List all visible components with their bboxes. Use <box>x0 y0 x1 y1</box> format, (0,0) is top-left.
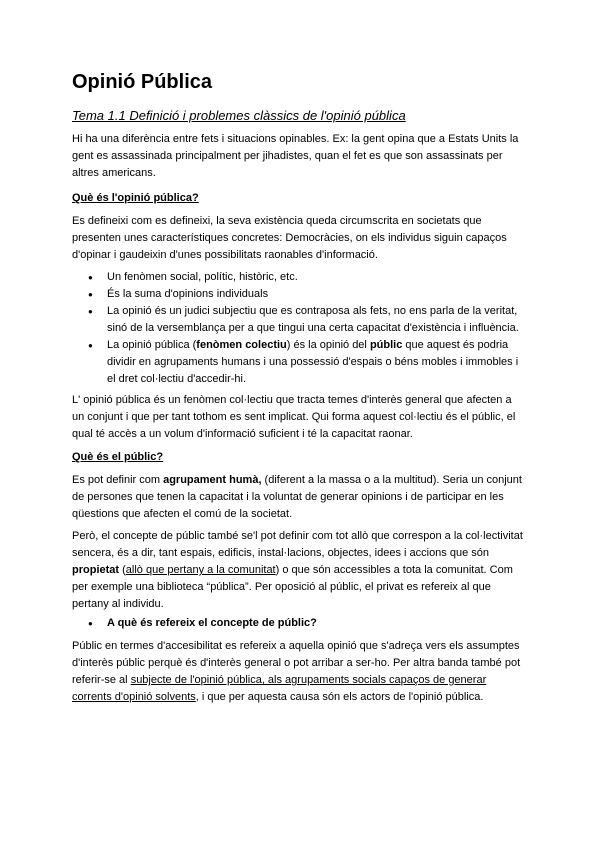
page-title: Opinió Pública <box>72 71 213 93</box>
section-heading-opinio: Què és l'opinió pública? <box>72 192 199 204</box>
bullet-item: ● La opinió és un judici subjectiu que es contraposa als fets, no ens parla de la veritat, sinó de la versemblança per a que tingui una certa capacitat d'existència i influència. <box>72 303 528 337</box>
section-heading-public: Què és el públic? <box>72 451 164 463</box>
section2-paragraph-3: Públic en termes d'accesibilitat es refereix a aquella opinió que s'adreça vers els assumptes d'interès públic perquè és d'interès general o pot arribar a ser-ho. Per altra banda també pot referir-se al subjecte de l'opinió pública, als agrupaments socials capaços de generar corrents d'opinió solvents, i que per aquesta causa són els actors de l'opinió pública. <box>72 640 521 703</box>
section1-closing-paragraph <box>72 392 528 443</box>
section2-paragraph-2: Però, el concepte de públic també se'l pot definir com tot allò que correspon a la col·lectivitat sencera, és a dir, tant espais, edificis, instal·lacions, objectes, idees i accions que són propietat (allò que pertany a la comunitat) o que són accessibles a tota la comunitat. Com per exemple una biblioteca “pública”. Per oposició al públic, el privat es refereix al que pertany al individu. <box>72 530 523 610</box>
intro-paragraph <box>72 131 528 182</box>
topic-subtitle: Tema 1.1 Definició i problemes clàssics de l'opinió pública <box>72 108 406 123</box>
bullet-item: ● És la suma d'opinions individuals <box>72 286 528 303</box>
section1-paragraph <box>72 213 528 264</box>
paragraph-line: un conjunt i que per tant tothom es sent implicat. Qui forma aquest col·lectiu és el públic, el <box>72 411 516 423</box>
question-bullet-list <box>72 615 528 632</box>
paragraph-line: d'opinar i gaudeixin d'unes possibilitats raonables d'informació. <box>72 249 378 261</box>
paragraph-line: presenten unes característiques concretes: Democràcies, on els individus siguin capaços <box>72 232 507 244</box>
intro-line: altres americans. <box>72 167 156 179</box>
bullet-item: ● La opinió pública (fenòmen colectiu) és la opinió del públic que aquest és podria dividir en agrupaments humans i una possessió d'espais o béns mobles i immobles i el dret col·lectiu d'accedir-hi. <box>72 337 528 388</box>
intro-line: Hi ha una diferència entre fets i situacions opinables. Ex: la gent opina que a Estats Units la <box>72 133 519 145</box>
definition-bullet-list <box>72 269 528 388</box>
section2-paragraph-1: Es pot definir com agrupament humà, (diferent a la massa o a la multitud). Seria un conjunt de persones que tenen la capacitat i la voluntat de generar opinions i de participar en les qüestions que afecten el comú de la societat. <box>72 474 522 520</box>
paragraph-line: Es defineixi com es defineixi, la seva existència queda circumscrita en societats que <box>72 215 482 227</box>
intro-line: gent es assassinada principalment per jihadistes, quan el fet es que son assassinats per <box>72 150 503 162</box>
paragraph-line: L' opinió pública és un fenòmen col·lectiu que tracta temes d'interès general que afecten a <box>72 394 512 406</box>
paragraph-line: qual té accès a un volum d'informació suficient i té la capacitat raonar. <box>72 428 413 440</box>
bullet-item: ● Un fenòmen social, polític, històric, etc. <box>72 269 528 286</box>
bullet-item: ● A què és refereix el concepte de públic? <box>72 615 528 632</box>
